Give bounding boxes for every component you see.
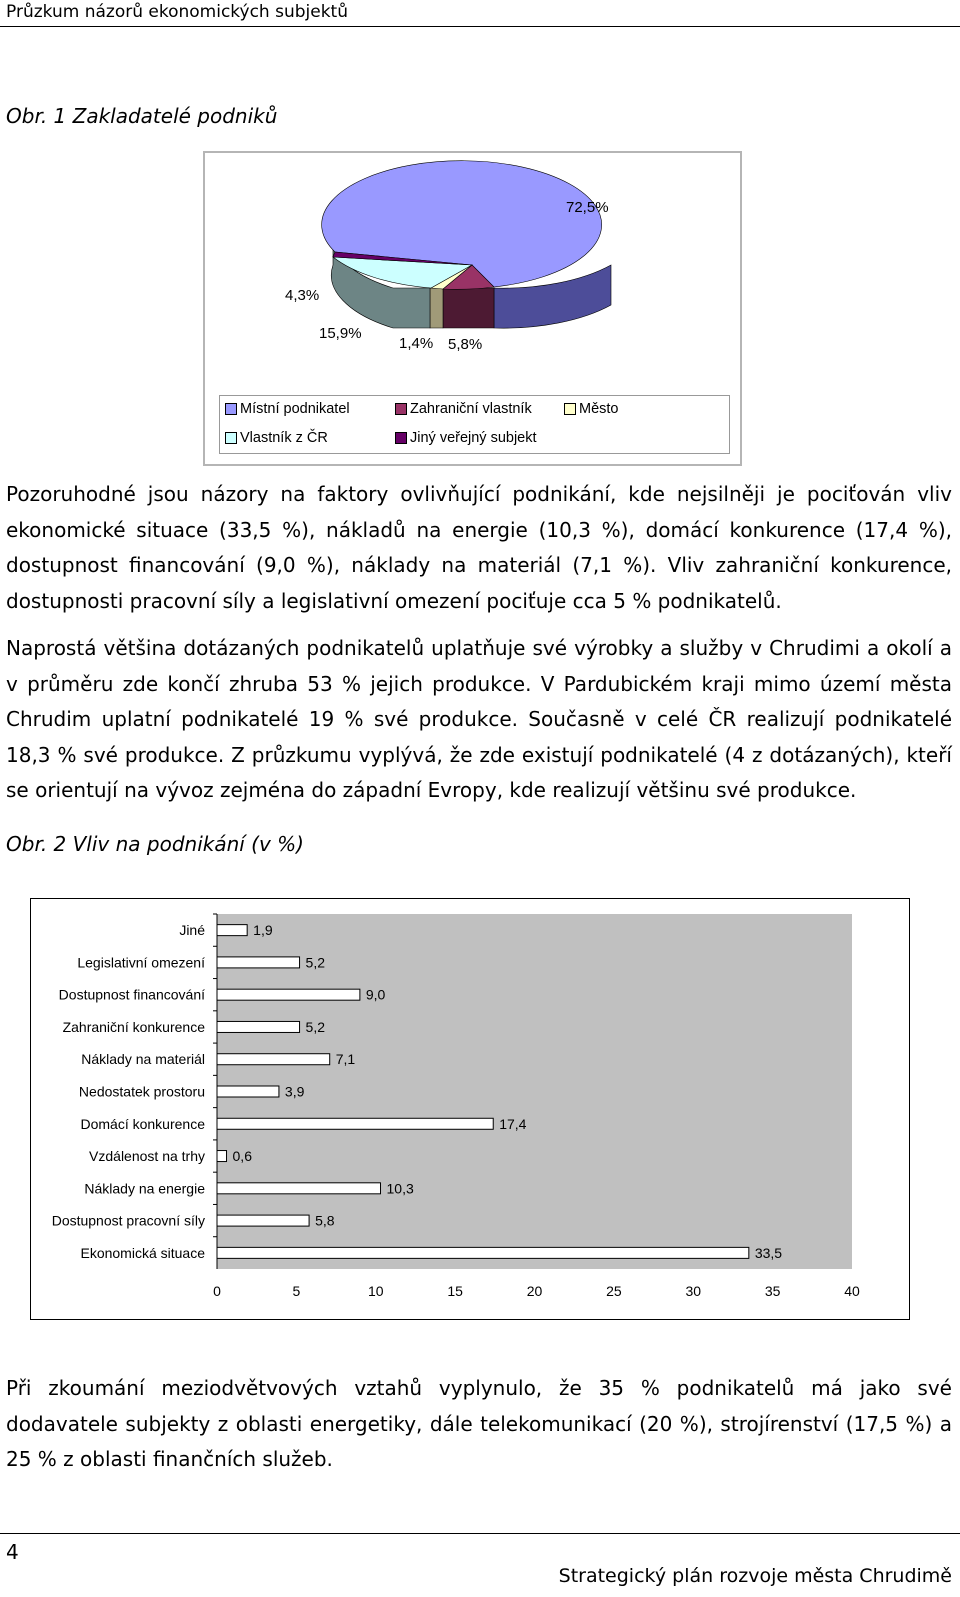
x-tick-label: 25 — [606, 1283, 622, 1299]
bar — [217, 1118, 493, 1129]
bar — [217, 1086, 279, 1097]
footer-rule — [0, 1533, 960, 1534]
bar — [217, 1215, 309, 1226]
legend-label: Místní podnikatel — [240, 401, 350, 417]
legend-item-zahranicni — [395, 401, 532, 417]
category-label: Jiné — [179, 922, 205, 939]
category-label: Náklady na materiál — [81, 1051, 205, 1068]
footer-doc-title: Strategický plán rozvoje města Chrudimě — [558, 1565, 952, 1587]
x-tick-label: 30 — [685, 1283, 702, 1299]
data-label: 1,9 — [253, 922, 273, 939]
legend-swatch — [564, 403, 576, 415]
category-label: Ekonomická situace — [80, 1244, 205, 1261]
bar — [217, 1021, 300, 1032]
data-label: 5,8 — [315, 1212, 335, 1229]
x-tick-label: 15 — [447, 1283, 463, 1299]
x-tick-label: 5 — [292, 1283, 301, 1299]
legend-label: Zahraniční vlastník — [410, 401, 532, 417]
category-label: Vzdálenost na trhy — [89, 1148, 205, 1165]
pie-label-mistni: 72,5% — [566, 199, 609, 216]
figure2-caption: Obr. 2 Vliv na podnikání (v %) — [6, 832, 304, 856]
pie-label-zahranicni: 5,8% — [448, 336, 483, 353]
pie-label-vlastnik-cr: 15,9% — [319, 325, 362, 342]
category-label: Nedostatek prostoru — [78, 1083, 205, 1100]
paragraph-market: Naprostá většina dotázaných podnikatelů uplatňuje své výrobky a služby v Chrudimi a okolí a v průměru zde končí zhruba 53 % jejich produkce. V Pardubickém kraji mimo území města Chrudim uplatní podnikatelé 19 % své produkce. Současně v celé ČR realizují podnikatelé 18,3 % své produkce. Z průzkumu vyplývá, že zde existují podnikatelé (4 z dotázaných), kteří se orientují na vývoz zejména do západní Evropy, kde realizují většinu své produkce. — [6, 636, 952, 802]
data-label: 3,9 — [284, 1083, 305, 1100]
category-label: Dostupnost financování — [58, 986, 205, 1003]
header-title: Průzkum názorů ekonomických subjektů — [6, 2, 349, 22]
bar — [217, 1054, 330, 1065]
legend-label: Jiný veřejný subjekt — [410, 430, 537, 446]
bar — [217, 1247, 749, 1258]
bar — [217, 1151, 227, 1162]
pie-label-jiny: 4,3% — [285, 287, 320, 304]
figure1-caption: Obr. 1 Zakladatelé podniků — [6, 104, 278, 128]
legend-item-mesto — [564, 401, 619, 417]
bar — [217, 925, 247, 936]
data-label: 17,4 — [499, 1115, 527, 1132]
category-label: Domácí konkurence — [80, 1115, 205, 1132]
paragraph-suppliers: Při zkoumání meziodvětvových vztahů vyplynulo, že 35 % podnikatelů má jako své dodavatele subjekty z oblasti energetiky, dále telekomunikací (20 %), strojírenství (17,5 %) a 25 % z oblasti finančních služeb. — [6, 1376, 952, 1471]
bar — [217, 1183, 381, 1194]
category-label: Zahraniční konkurence — [62, 1018, 205, 1035]
category-label: Legislativní omezení — [77, 954, 205, 971]
legend-swatch — [395, 403, 407, 415]
pie-chart-frame — [203, 151, 742, 466]
data-label: 5,2 — [305, 954, 326, 971]
legend-item-jiny — [395, 430, 537, 446]
legend-label: Město — [579, 401, 619, 417]
category-label: Náklady na energie — [84, 1180, 205, 1197]
bar — [217, 989, 360, 1000]
x-tick-label: 40 — [844, 1283, 860, 1299]
data-label: 33,5 — [754, 1244, 783, 1261]
x-tick-label: 10 — [367, 1283, 384, 1299]
bar-chart-frame — [30, 898, 910, 1320]
legend-swatch — [225, 403, 237, 415]
data-label: 9,0 — [365, 986, 386, 1003]
legend-swatch — [395, 432, 407, 444]
page-number: 4 — [6, 1540, 19, 1564]
data-label: 0,6 — [232, 1148, 252, 1165]
page-header — [0, 0, 960, 27]
legend-swatch — [225, 432, 237, 444]
pie-label-mesto: 1,4% — [399, 335, 434, 352]
x-tick-label: 20 — [526, 1283, 543, 1299]
bar-chart — [31, 899, 909, 1319]
bar — [217, 957, 300, 968]
pie-legend — [219, 395, 730, 454]
legend-item-vlastnik-cr — [225, 430, 328, 446]
x-tick-label: 35 — [764, 1283, 781, 1299]
legend-item-mistni — [225, 401, 350, 417]
data-label: 5,2 — [305, 1018, 326, 1035]
x-tick-label: 0 — [213, 1283, 221, 1299]
legend-label: Vlastník z ČR — [240, 430, 328, 446]
paragraph-factors: Pozoruhodné jsou názory na faktory ovlivňující podnikání, kde nejsilněji je pociťován vliv ekonomické situace (33,5 %), nákladů na energie (10,3 %), domácí konkurence (17,4 %), dostupnost financování (9,0 %), náklady na materiál (7,1 %). Vliv zahraniční konkurence, dostupnosti pracovní síly a legislativní omezení pociťuje cca 5 % podnikatelů. — [6, 482, 952, 613]
data-label: 10,3 — [386, 1180, 414, 1197]
category-label: Dostupnost pracovní síly — [51, 1212, 205, 1229]
data-label: 7,1 — [335, 1051, 356, 1068]
